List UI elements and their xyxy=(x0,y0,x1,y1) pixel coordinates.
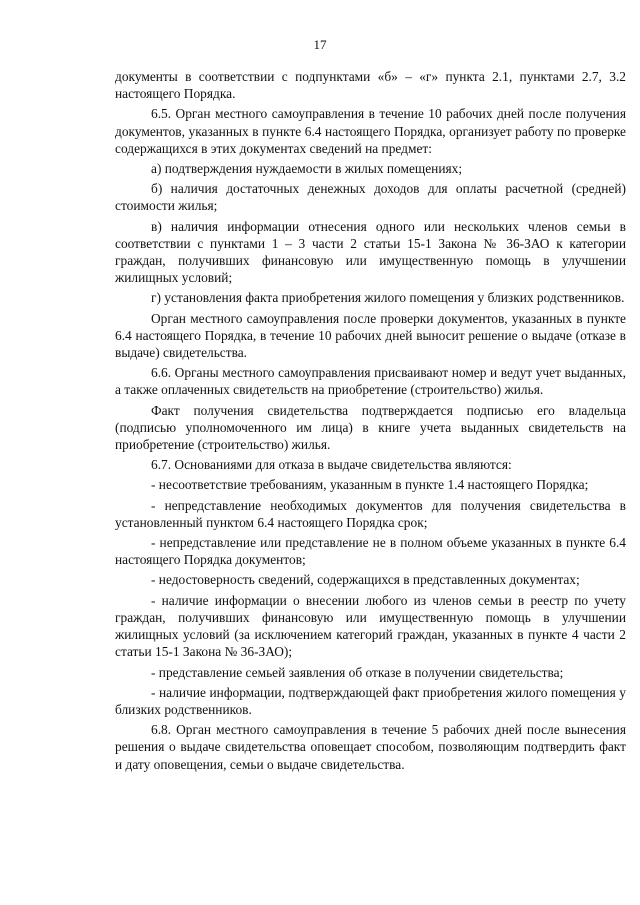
paragraph: 6.6. Органы местного самоуправления присваивают номер и ведут учет выданных, а также оплаченных свидетельств на приобретение (строительство) жилья. xyxy=(115,365,626,398)
paragraph: - представление семьей заявления об отказе в получении свидетельства; xyxy=(151,664,564,680)
paragraph: - наличие информации о внесении любого из членов семьи в реестр по учету граждан, получивших финансовую или имущественную помощь в улучшении жилищных условий (за исключением категорий граждан, указанных в пункте 4 части 2 статьи 15-1 Закона № 36-ЗАО); xyxy=(115,592,626,660)
paragraph: документы в соответствии с подпунктами «б» – «г» пункта 2.1, пунктами 2.7, 3.2 настоящего Порядка. xyxy=(115,69,626,102)
paragraph: - непредставление или представление не в полном объеме указанных в пункте 6.4 настоящего Порядка документов; xyxy=(115,535,626,568)
paragraph: Орган местного самоуправления после проверки документов, указанных в пункте 6.4 настоящего Порядка, в течение 10 рабочих дней выносит решение о выдаче (отказе в выдаче) свидетельства. xyxy=(115,310,626,361)
paragraph: - недостоверность сведений, содержащихся в представленных документах; xyxy=(151,572,580,588)
paragraph: Факт получения свидетельства подтверждается подписью его владельца (подписью уполномоченного им лица) в книге учета выданных свидетельств на приобретение (строительство) жилья. xyxy=(115,402,626,453)
paragraph: б) наличия достаточных денежных доходов для оплаты расчетной (средней) стоимости жилья; xyxy=(115,181,626,214)
paragraph: - несоответствие требованиям, указанным в пункте 1.4 настоящего Порядка; xyxy=(151,477,589,493)
document-body xyxy=(115,68,626,773)
paragraph: г) установления факта приобретения жилого помещения у близких родственников. xyxy=(151,290,625,306)
paragraph: - наличие информации, подтверждающей факт приобретения жилого помещения у близких родственников. xyxy=(115,684,626,717)
page-number: 17 xyxy=(313,37,327,52)
paragraph: в) наличия информации отнесения одного или нескольких членов семьи в соответствии с пунктами 1 – 3 части 2 статьи 15-1 Закона № 36-ЗАО к категории граждан, получивших финансовую или имущественную помощь в улучшении жилищных условий; xyxy=(115,218,626,286)
paragraph: 6.7. Основаниями для отказа в выдаче свидетельства являются: xyxy=(151,457,512,473)
paragraph: - непредставление необходимых документов для получения свидетельства в установленный пунктом 6.4 настоящего Порядка срок; xyxy=(115,497,626,530)
paragraph: 6.8. Орган местного самоуправления в течение 5 рабочих дней после вынесения решения о выдаче свидетельства оповещает способом, позволяющим подтвердить факт и дату оповещения, семьи о выдаче свидетельства. xyxy=(115,722,626,772)
paragraph: а) подтверждения нуждаемости в жилых помещениях; xyxy=(151,161,463,177)
paragraph: 6.5. Орган местного самоуправления в течение 10 рабочих дней после получения документов, указанных в пункте 6.4 настоящего Порядка, организует работу по проверке содержащихся в этих документах сведений на предмет: xyxy=(115,106,626,156)
